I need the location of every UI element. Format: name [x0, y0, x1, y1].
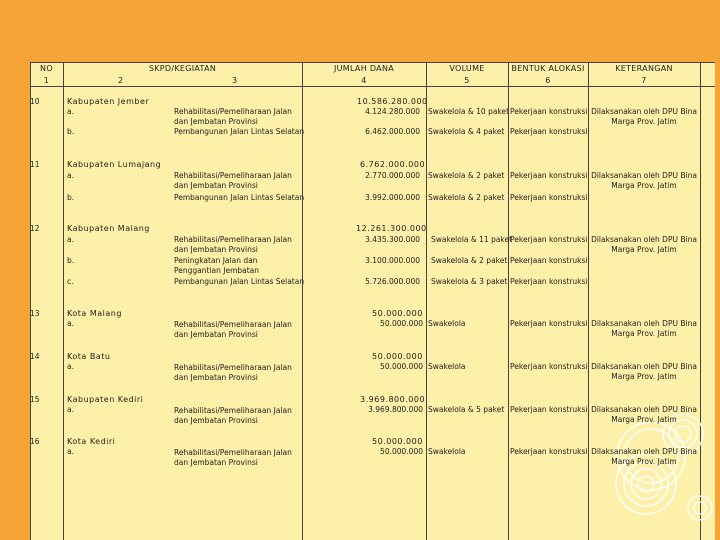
- volume-text: Swakelola & 2 paket: [428, 171, 505, 180]
- row-number: 12: [30, 224, 40, 233]
- keterangan-text: Dilaksanakan oleh DPU Bina: [591, 405, 697, 414]
- kegiatan-text: Pembangunan Jalan Lintas Selatan: [174, 193, 305, 202]
- jumlah-dana: 5.726.000.000: [365, 277, 420, 286]
- kegiatan-text: dan Jembatan Provinsi: [174, 117, 258, 126]
- header-col-6: 6: [545, 76, 551, 85]
- region-total: 3.969.800.000: [360, 395, 426, 404]
- row-number: 15: [30, 395, 40, 404]
- bentuk-text: Pekerjaan konstruksi: [510, 256, 588, 265]
- item-letter: c.: [67, 277, 74, 286]
- keterangan-text: Marga Prov. Jatim: [611, 415, 677, 424]
- jumlah-dana: 50.000.000: [380, 447, 423, 456]
- kegiatan-text: dan Jembatan Provinsi: [174, 181, 258, 190]
- region-total: 50.000.000: [372, 352, 423, 361]
- kegiatan-text: dan Jembatan Provinsi: [174, 245, 258, 254]
- jumlah-dana: 3.435.300.000: [365, 235, 420, 244]
- volume-text: Swakelola: [428, 319, 466, 328]
- kegiatan-text: Rehabilitasi/Pemeliharaan Jalan: [174, 171, 292, 180]
- bentuk-text: Pekerjaan konstruksi: [510, 362, 588, 371]
- decor-circle: [688, 496, 712, 520]
- item-letter: a.: [67, 171, 74, 180]
- item-letter: b.: [67, 127, 75, 136]
- bentuk-text: Pekerjaan konstruksi: [510, 193, 588, 202]
- region-name: Kabupaten Kediri: [67, 395, 144, 404]
- header-keterangan: KETERANGAN: [615, 64, 673, 73]
- region-total: 12.261.300.000: [356, 224, 427, 233]
- item-letter: a.: [67, 447, 74, 456]
- jumlah-dana: 50.000.000: [380, 362, 423, 371]
- keterangan-text: Marga Prov. Jatim: [611, 372, 677, 381]
- row-number: 13: [30, 309, 40, 318]
- item-letter: a.: [67, 362, 74, 371]
- item-letter: b.: [67, 256, 75, 265]
- jumlah-dana: 3.100.000.000: [365, 256, 420, 265]
- header-col-1: 1: [43, 76, 50, 85]
- keterangan-text: Marga Prov. Jatim: [611, 329, 677, 338]
- region-name: Kota Malang: [67, 309, 122, 318]
- kegiatan-text: Rehabilitasi/Pemeliharaan Jalan: [174, 320, 292, 329]
- header-col-4: 4: [361, 76, 367, 85]
- jumlah-dana: 3.992.000.000: [365, 193, 420, 202]
- jumlah-dana: 50.000.000: [380, 319, 423, 328]
- kegiatan-text: dan Jembatan Provinsi: [174, 330, 258, 339]
- bentuk-text: Pekerjaan konstruksi: [510, 405, 588, 414]
- kegiatan-text: Peningkatan Jalan dan: [174, 256, 258, 265]
- region-total: 50.000.000: [372, 437, 423, 446]
- jumlah-dana: 2.770.000.000: [365, 171, 420, 180]
- item-letter: a.: [67, 235, 74, 244]
- bentuk-text: Pekerjaan konstruksi: [510, 447, 588, 456]
- region-name: Kabupaten Malang: [67, 224, 150, 233]
- keterangan-text: Dilaksanakan oleh DPU Bina: [591, 319, 697, 328]
- keterangan-text: Marga Prov. Jatim: [611, 181, 677, 190]
- volume-text: Swakelola & 4 paket: [428, 127, 505, 136]
- bentuk-text: Pekerjaan konstruksi: [510, 107, 588, 116]
- keterangan-text: Dilaksanakan oleh DPU Bina: [591, 107, 697, 116]
- bentuk-text: Pekerjaan konstruksi: [510, 171, 588, 180]
- region-name: Kabupaten Lumajang: [67, 160, 162, 169]
- keterangan-text: Marga Prov. Jatim: [611, 457, 677, 466]
- row-number: 11: [30, 160, 40, 169]
- kegiatan-text: dan Jembatan Provinsi: [174, 458, 258, 467]
- keterangan-text: Dilaksanakan oleh DPU Bina: [591, 171, 697, 180]
- kegiatan-text: Rehabilitasi/Pemeliharaan Jalan: [174, 363, 292, 372]
- region-name: Kabupaten Jember: [67, 97, 150, 106]
- row-number: 10: [30, 97, 40, 106]
- kegiatan-text: Pembangunan Jalan Lintas Selatan: [174, 127, 305, 136]
- bentuk-text: Pekerjaan konstruksi: [510, 235, 588, 244]
- header-no: NO: [40, 64, 53, 73]
- jumlah-dana: 6.462.000.000: [365, 127, 420, 136]
- header-col-5: 5: [464, 76, 470, 85]
- region-total: 6.762.000.000: [360, 160, 426, 169]
- bentuk-text: Pekerjaan konstruksi: [510, 319, 588, 328]
- header-col-2: 2: [118, 76, 124, 85]
- kegiatan-text: dan Jembatan Provinsi: [174, 416, 258, 425]
- kegiatan-text: Penggantian Jembatan: [174, 266, 260, 275]
- header-col-3: 3: [232, 76, 238, 85]
- volume-text: Swakelola: [428, 362, 466, 371]
- region-name: Kota Kediri: [67, 437, 116, 446]
- header-volume: VOLUME: [449, 64, 485, 73]
- kegiatan-text: Rehabilitasi/Pemeliharaan Jalan: [174, 235, 292, 244]
- volume-text: Swakelola & 2 paket: [431, 256, 508, 265]
- volume-text: Swakelola & 5 paket: [428, 405, 505, 414]
- kegiatan-text: Rehabilitasi/Pemeliharaan Jalan: [174, 448, 292, 457]
- header-col-7: 7: [641, 76, 647, 85]
- region-total: 50.000.000: [372, 309, 423, 318]
- kegiatan-text: dan Jembatan Provinsi: [174, 373, 258, 382]
- item-letter: a.: [67, 319, 74, 328]
- volume-text: Swakelola & 11 paket: [431, 235, 513, 244]
- decor-circle: [617, 422, 685, 490]
- kegiatan-text: Rehabilitasi/Pemeliharaan Jalan: [174, 406, 292, 415]
- bentuk-text: Pekerjaan konstruksi: [510, 277, 588, 286]
- volume-text: Swakelola & 2 paket: [428, 193, 505, 202]
- keterangan-text: Dilaksanakan oleh DPU Bina: [591, 447, 697, 456]
- kegiatan-text: Pembangunan Jalan Lintas Selatan: [174, 277, 305, 286]
- decor-circle: [624, 429, 678, 483]
- volume-text: Swakelola & 3 paket: [431, 277, 508, 286]
- region-name: Kota Batu: [67, 352, 111, 361]
- decor-circle: [631, 469, 661, 499]
- header-skpd: SKPD/KEGIATAN: [148, 64, 217, 73]
- keterangan-text: Dilaksanakan oleh DPU Bina: [591, 235, 697, 244]
- keterangan-text: Dilaksanakan oleh DPU Bina: [591, 362, 697, 371]
- item-letter: b.: [67, 193, 75, 202]
- bentuk-text: Pekerjaan konstruksi: [510, 127, 588, 136]
- item-letter: a.: [67, 405, 74, 414]
- header-jumlah-dana: JUMLAH DANA: [333, 64, 395, 73]
- volume-text: Swakelola & 10 paket: [428, 107, 510, 116]
- row-number: 14: [30, 352, 40, 361]
- decor-circle: [694, 502, 706, 514]
- header-bentuk-alokasi: BENTUK ALOKASI: [511, 64, 585, 73]
- volume-text: Swakelola: [428, 447, 466, 456]
- jumlah-dana: 3.969.800.000: [368, 405, 423, 414]
- row-number: 16: [30, 437, 40, 446]
- keterangan-text: Marga Prov. Jatim: [611, 117, 677, 126]
- jumlah-dana: 4.124.280.000: [365, 107, 420, 116]
- keterangan-text: Marga Prov. Jatim: [611, 245, 677, 254]
- item-letter: a.: [67, 107, 74, 116]
- region-total: 10.586.280.000: [357, 97, 428, 106]
- kegiatan-text: Rehabilitasi/Pemeliharaan Jalan: [174, 107, 292, 116]
